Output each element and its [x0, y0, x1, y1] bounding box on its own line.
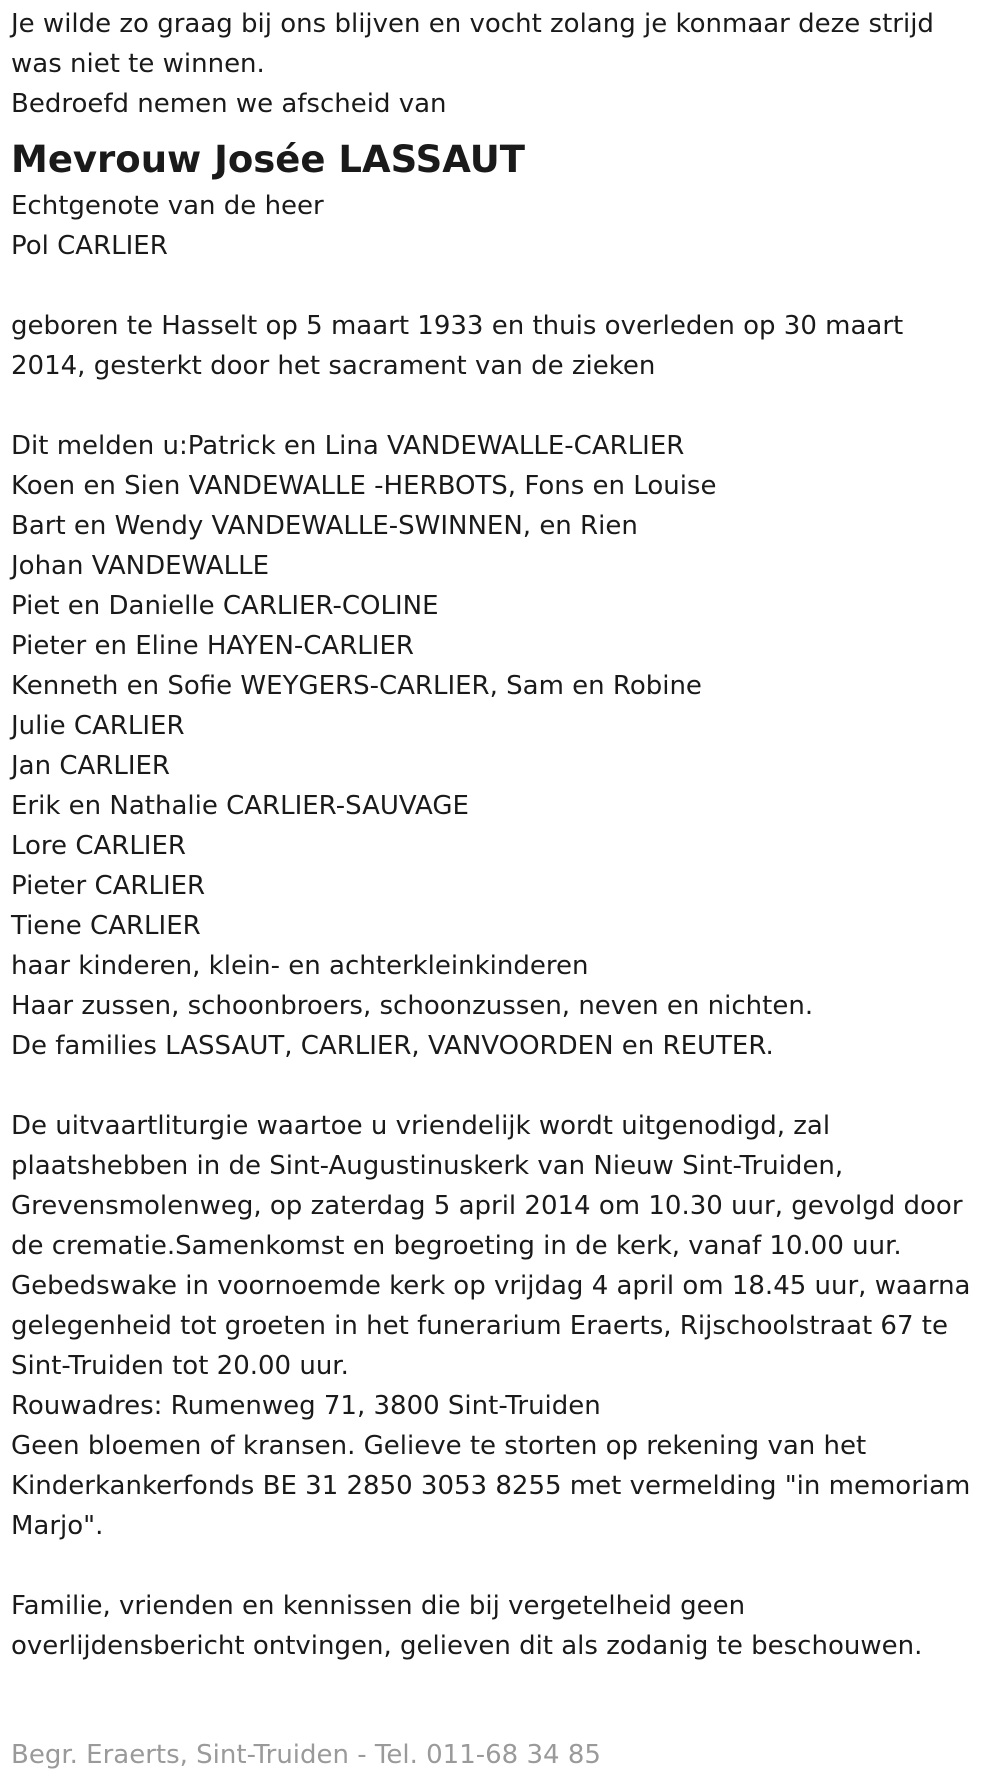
mourner-line: Pieter CARLIER: [11, 871, 206, 901]
spouse-section: [11, 186, 996, 266]
mourner-line: Bart en Wendy VANDEWALLE-SWINNEN, en Rien: [11, 511, 638, 541]
life-line: geboren te Hasselt op 5 maart 1933 en thuis overleden op 30 maart: [11, 311, 904, 341]
funeral-section: [11, 1106, 996, 1546]
closing-line: overlijdensbericht ontvingen, gelieven dit als zodanig te beschouwen.: [11, 1631, 923, 1661]
mourners-section: [11, 426, 996, 1066]
mourner-line: Koen en Sien VANDEWALLE -HERBOTS, Fons en Louise: [11, 471, 717, 501]
funeral-line: De uitvaartliturgie waartoe u vriendelijk wordt uitgenodigd, zal: [11, 1111, 831, 1141]
mourner-line: De families LASSAUT, CARLIER, VANVOORDEN en REUTER.: [11, 1031, 774, 1061]
mourner-line: Pieter en Eline HAYEN-CARLIER: [11, 631, 414, 661]
funeral-line: Gebedswake in voornoemde kerk op vrijdag 4 april om 18.45 uur, waarna: [11, 1271, 971, 1301]
intro-section: [11, 4, 996, 124]
funeral-line: Grevensmolenweg, op zaterdag 5 april 2014 om 10.30 uur, gevolgd door: [11, 1191, 963, 1221]
spacer: [11, 1066, 996, 1106]
funeral-line: de crematie.Samenkomst en begroeting in de kerk, vanaf 10.00 uur.: [11, 1231, 902, 1261]
undertaker-footer: Begr. Eraerts, Sint-Truiden - Tel. 011-68 34 85: [11, 1740, 601, 1770]
mourner-line: Tiene CARLIER: [11, 911, 201, 941]
funeral-line: Rouwadres: Rumenweg 71, 3800 Sint-Truiden: [11, 1391, 601, 1421]
funeral-line: Kinderkankerfonds BE 31 2850 3053 8255 met vermelding "in memoriam: [11, 1471, 971, 1501]
funeral-line: gelegenheid tot groeten in het funerarium Eraerts, Rijschoolstraat 67 te: [11, 1311, 948, 1341]
funeral-line: plaatshebben in de Sint-Augustinuskerk van Nieuw Sint-Truiden,: [11, 1151, 844, 1181]
deceased-name: Mevrouw Josée LASSAUT: [11, 138, 526, 181]
mourner-line: Julie CARLIER: [11, 711, 185, 741]
life-section: [11, 306, 996, 386]
closing-section: [11, 1586, 996, 1666]
funeral-line: Sint-Truiden tot 20.00 uur.: [11, 1351, 349, 1381]
mourner-line: Dit melden u:Patrick en Lina VANDEWALLE-CARLIER: [11, 431, 685, 461]
mourner-line: Jan CARLIER: [11, 751, 170, 781]
spouse-line: Pol CARLIER: [11, 231, 168, 261]
mourner-line: Piet en Danielle CARLIER-COLINE: [11, 591, 439, 621]
spacer: [11, 1546, 996, 1586]
funeral-line: Geen bloemen of kransen. Gelieve te storten op rekening van het: [11, 1431, 867, 1461]
funeral-line: Marjo".: [11, 1511, 104, 1541]
closing-line: Familie, vrienden en kennissen die bij vergetelheid geen: [11, 1591, 746, 1621]
mourner-line: Johan VANDEWALLE: [11, 551, 270, 581]
obituary-notice: [11, 4, 996, 1666]
spacer: [11, 386, 996, 426]
mourner-line: Lore CARLIER: [11, 831, 186, 861]
mourner-line: Kenneth en Sofie WEYGERS-CARLIER, Sam en Robine: [11, 671, 702, 701]
intro-line: Bedroefd nemen we afscheid van: [11, 89, 447, 119]
intro-line: was niet te winnen.: [11, 49, 265, 79]
mourner-line: haar kinderen, klein- en achterkleinkinderen: [11, 951, 589, 981]
spacer: [11, 266, 996, 306]
spouse-line: Echtgenote van de heer: [11, 191, 324, 221]
mourner-line: Erik en Nathalie CARLIER-SAUVAGE: [11, 791, 469, 821]
intro-line: Je wilde zo graag bij ons blijven en vocht zolang je konmaar deze strijd: [11, 9, 934, 39]
mourner-line: Haar zussen, schoonbroers, schoonzussen, neven en nichten.: [11, 991, 814, 1021]
life-line: 2014, gesterkt door het sacrament van de zieken: [11, 351, 656, 381]
